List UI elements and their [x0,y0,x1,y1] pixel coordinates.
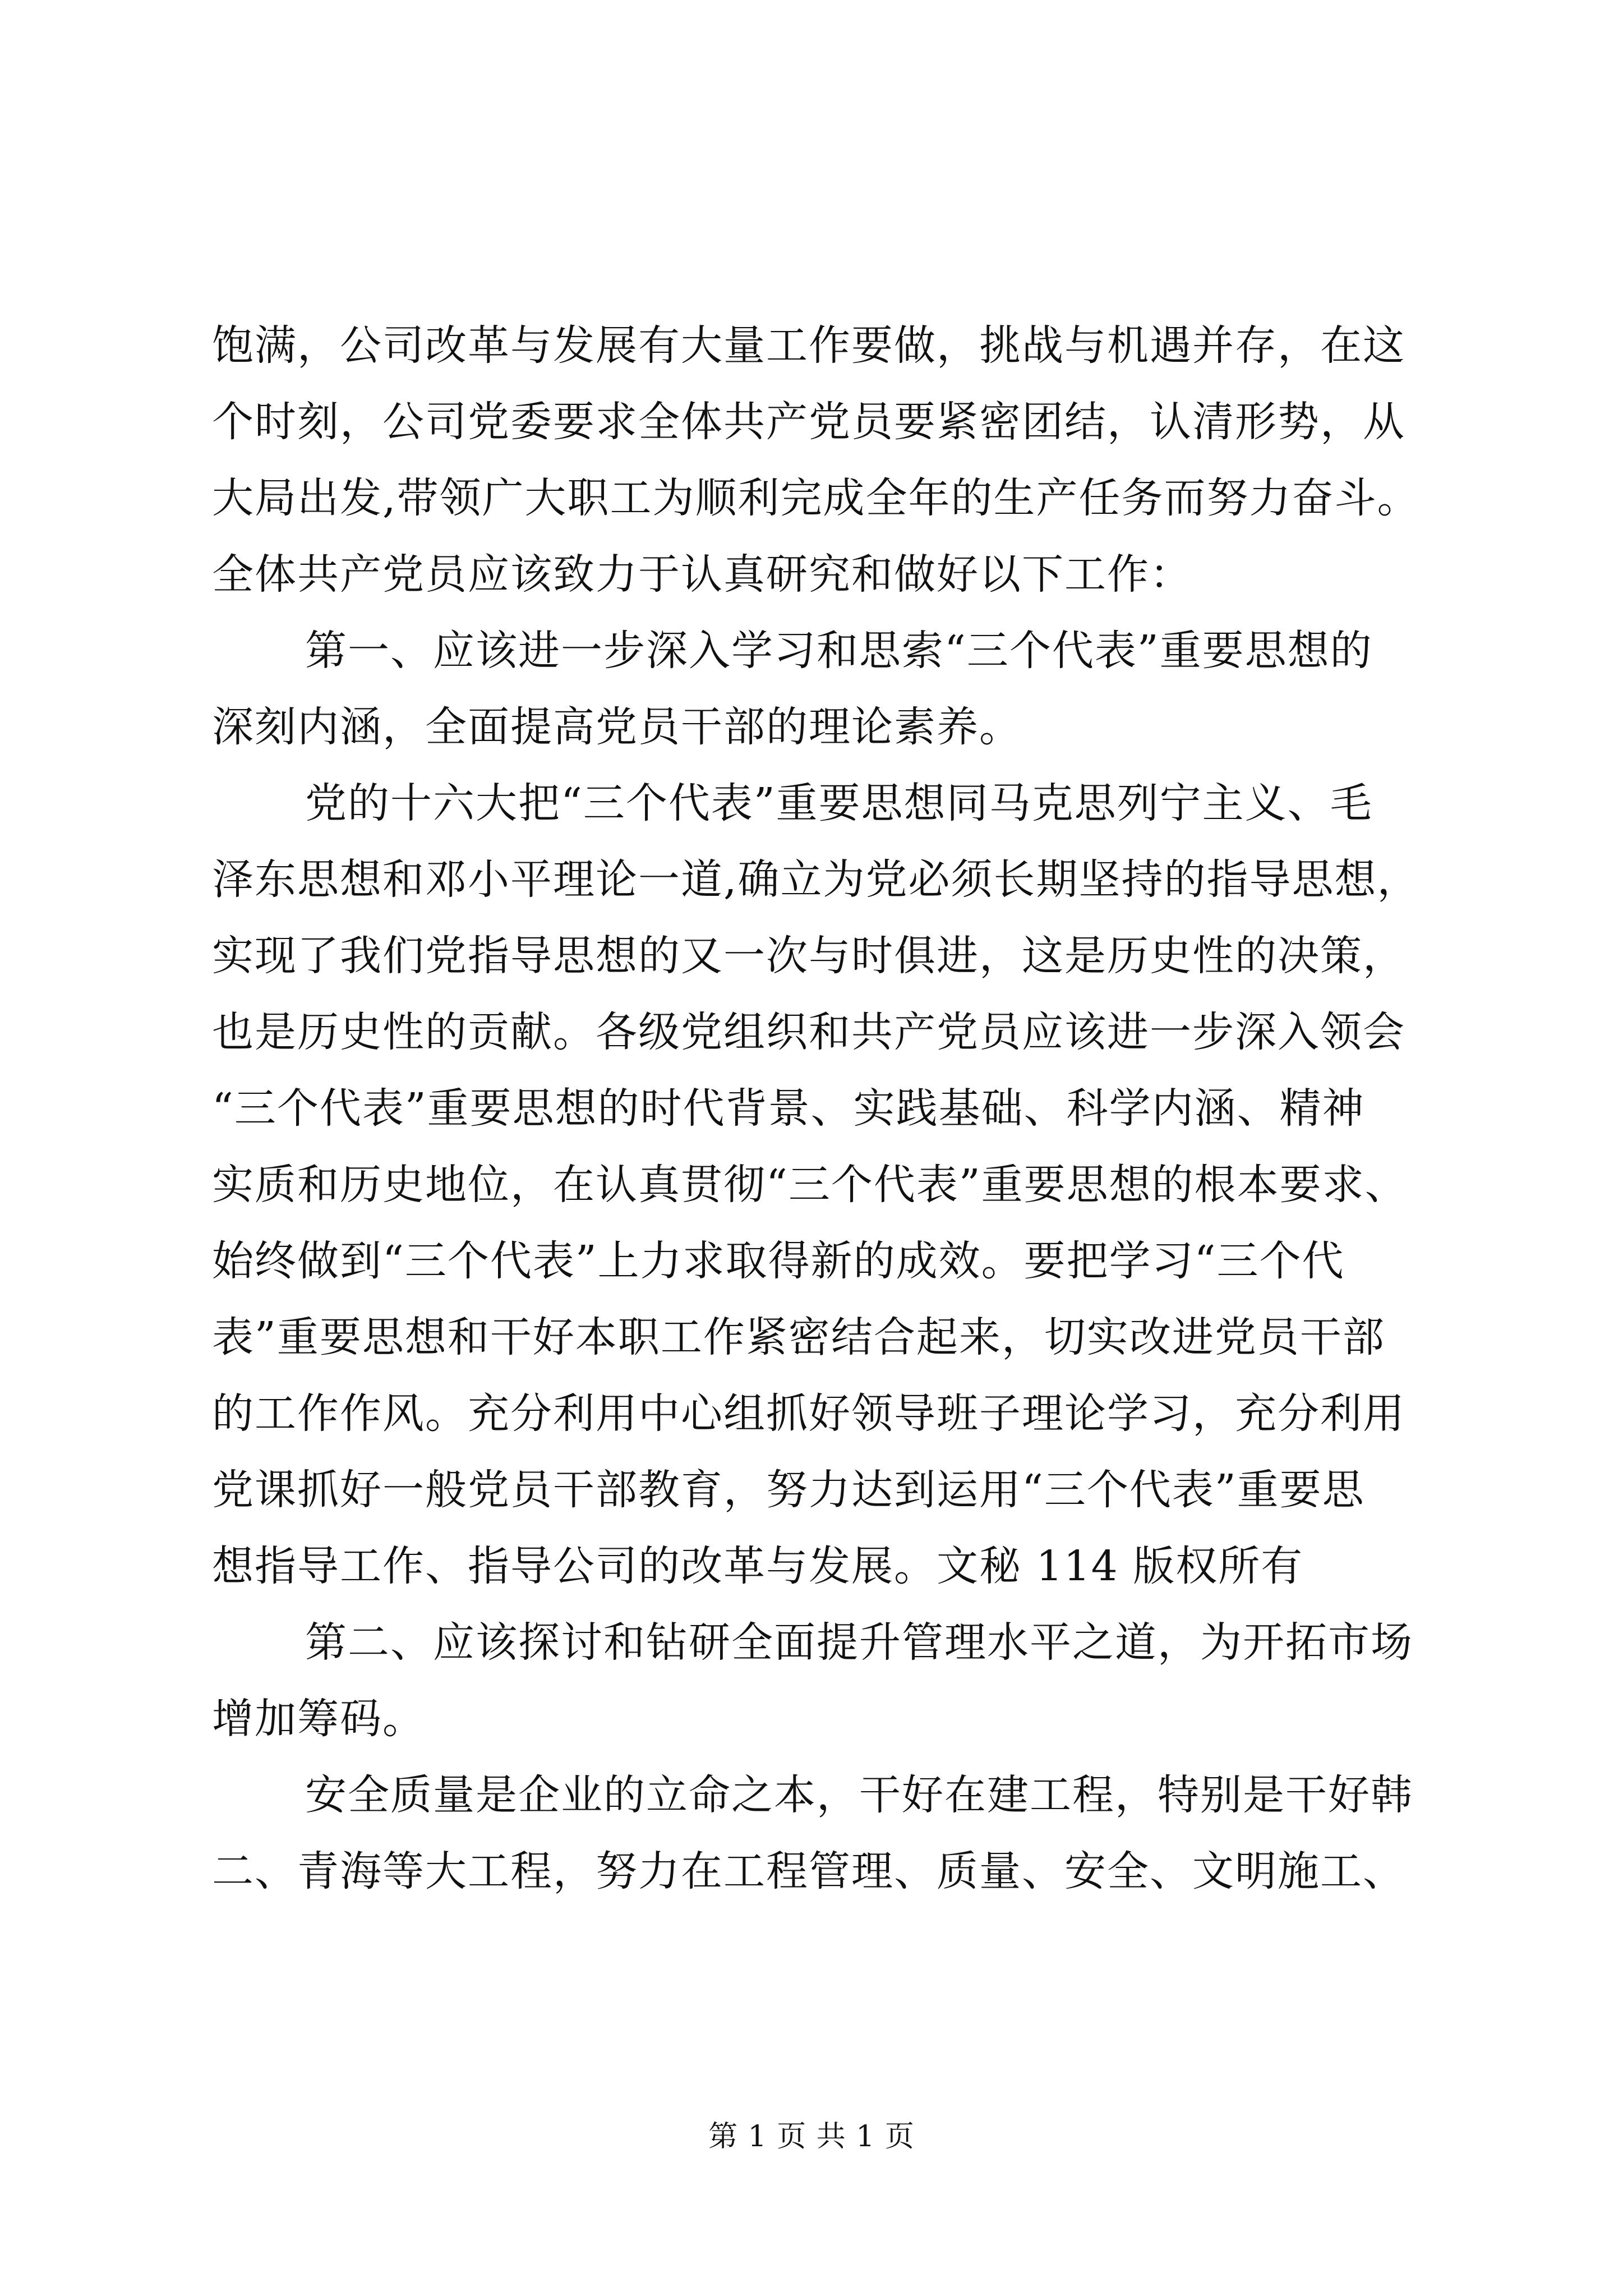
text-line: 实现了我们党指导思想的又一次与时俱进，这是历史性的决策， [212,932,1405,980]
text-line: 全体共产党员应该致力于认真研究和做好以下工作： [212,550,1192,599]
text-line: 饱满，公司改革与发展有大量工作要做，挑战与机遇并存，在这 [212,321,1405,370]
text-line: 大局出发,带领广大职工为顺利完成全年的生产任务而努力奋斗。 [212,474,1420,522]
text-line: 第一、应该进一步深入学习和思索“三个代表”重要思想的 [305,627,1373,675]
text-line: 始终做到“三个代表”上力求取得新的成效。要把学习“三个代 [212,1237,1345,1285]
text-line: 实质和历史地位，在认真贯彻“三个代表”重要思想的根本要求、 [212,1161,1408,1209]
text-line: 安全质量是企业的立命之本，干好在建工程，特别是干好韩 [305,1771,1413,1819]
document-body [212,307,1423,1910]
text-line: 党的十六大把“三个代表”重要思想同马克思列宁主义、毛 [305,779,1373,827]
text-line: 党课抓好一般党员干部教育，努力达到运用“三个代表”重要思 [212,1466,1365,1514]
text-line: 表”重要思想和干好本职工作紧密结合起来，切实改进党员干部 [212,1313,1385,1361]
text-line: 泽东思想和邓小平理论一道,确立为党必须长期坚持的指导思想， [212,855,1420,904]
text-line: 想指导工作、指导公司的改革与发展。文秘 114 版权所有 [212,1542,1304,1590]
text-line: “三个代表”重要思想的时代背景、实践基础、科学内涵、精神 [212,1084,1365,1133]
text-line: 个时刻，公司党委要求全体共产党员要紧密团结，认清形势，从 [212,398,1405,446]
text-line: 第二、应该探讨和钻研全面提升管理水平之道，为开拓市场 [305,1618,1413,1667]
text-line: 深刻内涵，全面提高党员干部的理论素养。 [212,703,1022,751]
text-line: 也是历史性的贡献。各级党组织和共产党员应该进一步深入领会 [212,1008,1405,1056]
page-footer: 第 1 页 共 1 页 [708,2120,915,2154]
text-line: 的工作作风。充分利用中心组抓好领导班子理论学习，充分利用 [212,1389,1405,1438]
text-line: 二、青海等大工程，努力在工程管理、质量、安全、文明施工、 [212,1847,1405,1895]
text-line: 增加筹码。 [212,1695,425,1743]
